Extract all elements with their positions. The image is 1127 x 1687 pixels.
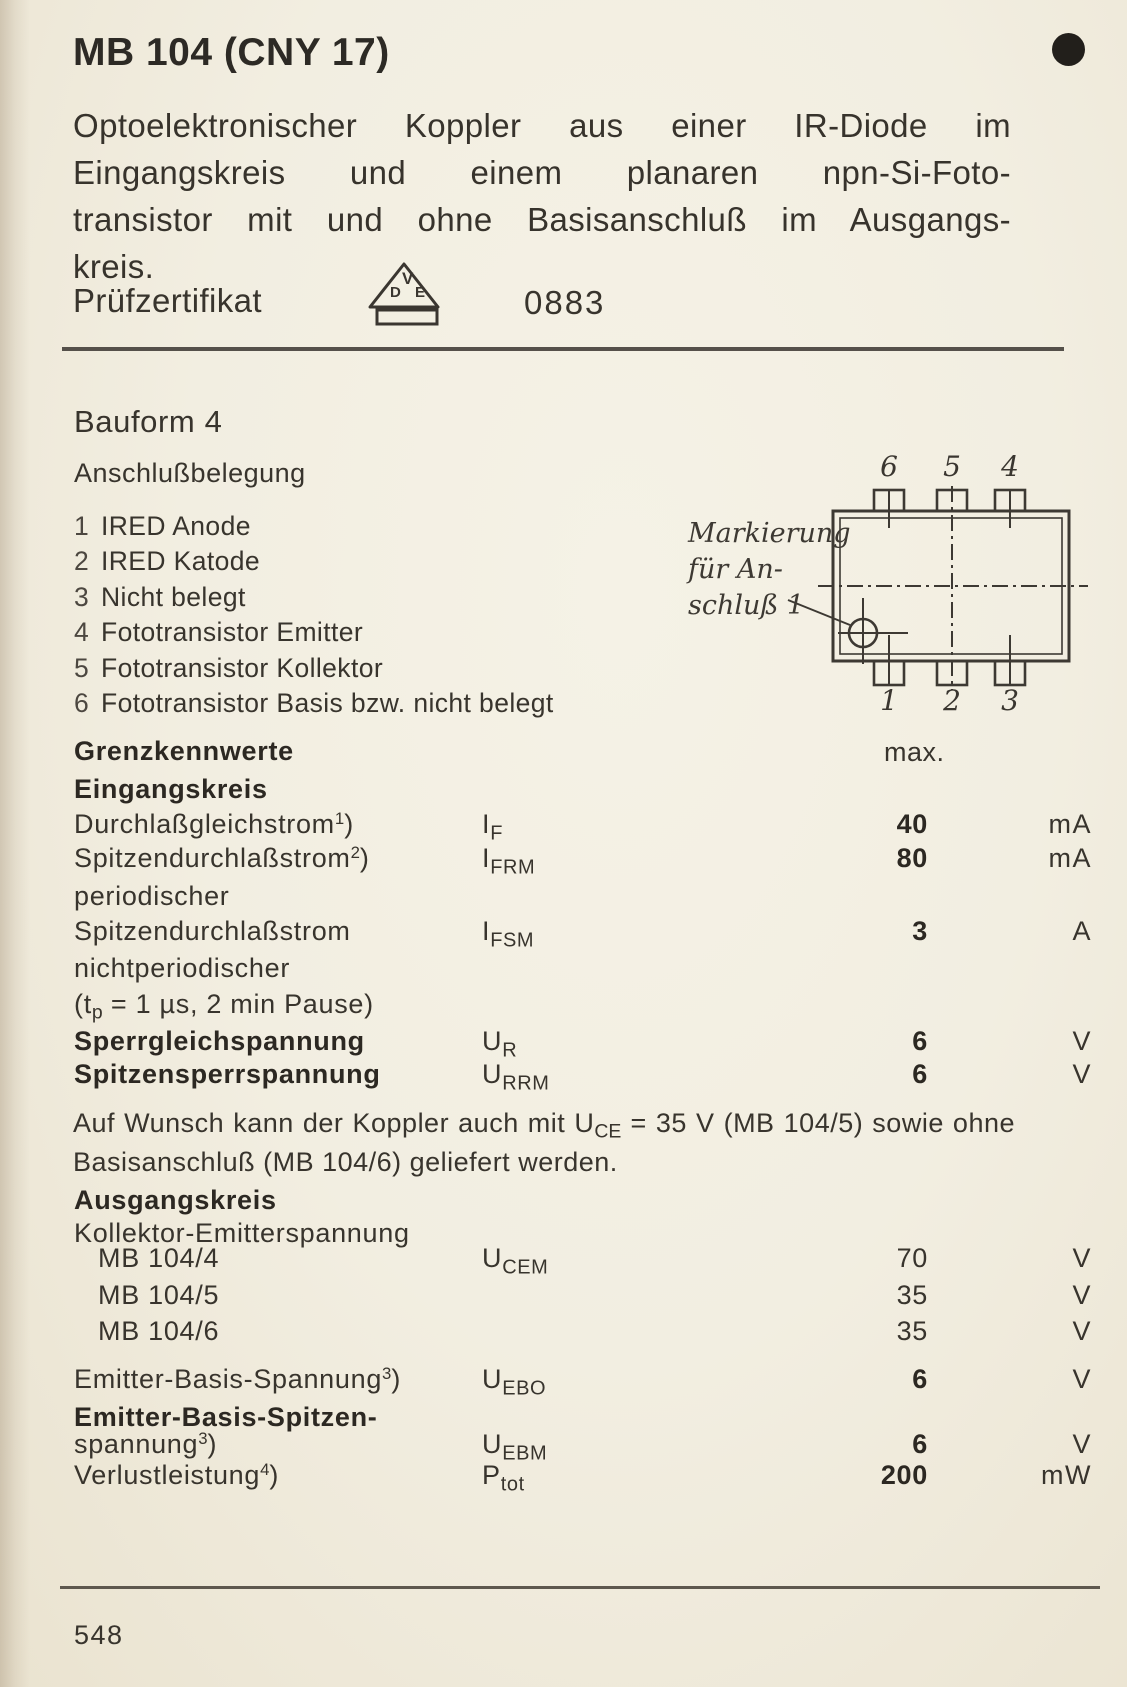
diagram-pin-number: 3: [1001, 684, 1019, 717]
row-unit: V: [1072, 1280, 1092, 1310]
row-value: 80: [896, 843, 928, 873]
vde-letter: V: [402, 269, 414, 288]
row-value: 6: [912, 1059, 928, 1089]
row-label: Spitzendurchlaßstrom$^2$): [74, 843, 370, 874]
page-title: MB 104 (CNY 17): [73, 31, 390, 74]
row-label: ($t_p = 1$ µs, 2 min Pause): [74, 989, 374, 1024]
pin-number-label: 5: [74, 653, 90, 683]
row-value: 3: [912, 916, 928, 946]
diagram-annotation-line: schluß 1: [688, 590, 805, 621]
row-unit: mA: [1048, 809, 1092, 839]
row-label: Emitter-Basis-Spitzen-: [74, 1402, 378, 1432]
table-row: [0, 1460, 1127, 1498]
row-unit: mW: [1041, 1460, 1092, 1490]
diagram-pin-number: 1: [880, 684, 898, 717]
diagram-pin-number: 5: [943, 450, 961, 483]
pin-number-label: 6: [74, 688, 90, 718]
row-symbol: $I_F$: [482, 809, 504, 845]
section-title-eingangskreis: Eingangskreis: [74, 774, 268, 804]
row-label: spannung$^3$): [74, 1429, 218, 1460]
pin-number-label: 3: [74, 582, 90, 612]
row-value: 35: [896, 1316, 928, 1346]
description-line: kreis.: [73, 248, 155, 285]
note-line: Basisanschluß (MB 104/6) geliefert werden.: [73, 1147, 618, 1177]
pin-list-item: [74, 582, 246, 613]
diagram-pin-number: 4: [1001, 450, 1019, 483]
diagram-annotation-line: Markierung: [688, 518, 851, 549]
pin-function-label: Fototransistor Basis bzw. nicht belegt: [101, 688, 554, 718]
pin-function-label: Fototransistor Kollektor: [101, 653, 384, 683]
row-label: Spitzensperrspannung: [74, 1059, 381, 1089]
row-label: MB 104/5: [98, 1280, 220, 1310]
row-label: Kollektor-Emitterspannung: [74, 1218, 410, 1248]
row-unit: V: [1072, 1026, 1092, 1056]
table-row: [0, 989, 1127, 1027]
table-row: [0, 1243, 1127, 1281]
row-label: periodischer: [74, 881, 230, 911]
pin-list-item: [74, 546, 260, 577]
description-line: Eingangskreis und einem planaren npn-Si-Foto-: [73, 154, 1011, 191]
row-label: Verlustleistung$^4$): [74, 1460, 280, 1491]
row-value: 35: [896, 1280, 928, 1310]
table-row: [0, 916, 1127, 954]
row-unit: A: [1072, 916, 1092, 946]
table-row: [0, 1280, 1127, 1318]
row-value: 6: [912, 1429, 928, 1459]
pin-function-label: IRED Katode: [101, 546, 261, 576]
pinout-label: Anschlußbelegung: [74, 458, 306, 488]
pin-number-label: 4: [74, 617, 90, 647]
row-symbol: $U_{EBO}$: [482, 1364, 547, 1400]
pin-list-item: [74, 688, 554, 719]
row-unit: V: [1072, 1316, 1092, 1346]
diagram-pin-number: 6: [880, 450, 898, 483]
pin-function-label: Nicht belegt: [101, 582, 246, 612]
section-rule: [62, 347, 1064, 351]
row-label: Emitter-Basis-Spannung$^3$): [74, 1364, 402, 1395]
row-label: Sperrgleichspannung: [74, 1026, 365, 1056]
pin-number-label: 1: [74, 511, 90, 541]
pin-function-label: IRED Anode: [101, 511, 251, 541]
row-label: MB 104/4: [98, 1243, 220, 1273]
row-symbol: $U_{EBM}$: [482, 1429, 548, 1465]
diagram-annotation-line: für An-: [688, 554, 783, 585]
row-symbol: $U_R$: [482, 1026, 518, 1062]
diagram-pin-number: 2: [943, 684, 961, 717]
table-row: [0, 1059, 1127, 1097]
row-unit: V: [1072, 1364, 1092, 1394]
footer-rule: [60, 1586, 1100, 1589]
row-value: 6: [912, 1026, 928, 1056]
table-row: [0, 843, 1127, 881]
pin-list-item: [74, 617, 363, 648]
table-row: [0, 1316, 1127, 1354]
row-value: 70: [896, 1243, 928, 1273]
description-line: Optoelektronischer Koppler aus einer IR-Diode im: [73, 107, 1011, 144]
row-value: 40: [896, 809, 928, 839]
row-label: Spitzendurchlaßstrom: [74, 916, 351, 946]
table-row: [0, 1364, 1127, 1402]
pin-function-label: Fototransistor Emitter: [101, 617, 364, 647]
vde-letter: E: [415, 284, 426, 301]
vde-letter: D: [390, 284, 401, 301]
row-symbol: $U_{CEM}$: [482, 1243, 549, 1279]
description-line: transistor mit und ohne Basisanschluß im Ausgangs-: [73, 201, 1011, 238]
pin-list-item: [74, 653, 383, 684]
row-unit: V: [1072, 1243, 1092, 1273]
row-symbol: $U_{RRM}$: [482, 1059, 550, 1095]
pin-list-item: [74, 511, 251, 542]
row-unit: mA: [1048, 843, 1092, 873]
table-row: [0, 809, 1127, 847]
row-value: 6: [912, 1364, 928, 1394]
max-column-label: max.: [884, 737, 945, 767]
note-line: Auf Wunsch kann der Koppler auch mit $U_{CE} = 35$ V (MB 104/5) sowie ohne: [73, 1108, 1015, 1143]
row-symbol: $P_{tot}$: [482, 1460, 525, 1496]
vde-logo-icon: [366, 256, 446, 330]
limits-title: Grenzkennwerte: [74, 736, 294, 766]
table-row: [0, 881, 1127, 919]
page-number: 548: [74, 1620, 124, 1650]
row-label: nichtperiodischer: [74, 953, 291, 983]
table-row: [0, 953, 1127, 991]
bauform-title: Bauform 4: [74, 404, 223, 439]
row-unit: V: [1072, 1059, 1092, 1089]
row-value: 200: [880, 1460, 928, 1490]
row-symbol: $I_{FSM}$: [482, 916, 535, 952]
section-title-ausgangskreis: Ausgangskreis: [74, 1185, 277, 1215]
row-symbol: $I_{FRM}$: [482, 843, 536, 879]
certificate-number: 0883: [524, 284, 606, 321]
pin-number-label: 2: [74, 546, 90, 576]
row-label: MB 104/6: [98, 1316, 220, 1346]
certificate-label: Prüfzertifikat: [73, 282, 262, 319]
row-label: Durchlaßgleichstrom$^1$): [74, 809, 354, 840]
row-unit: V: [1072, 1429, 1092, 1459]
registration-dot: [1052, 33, 1085, 66]
